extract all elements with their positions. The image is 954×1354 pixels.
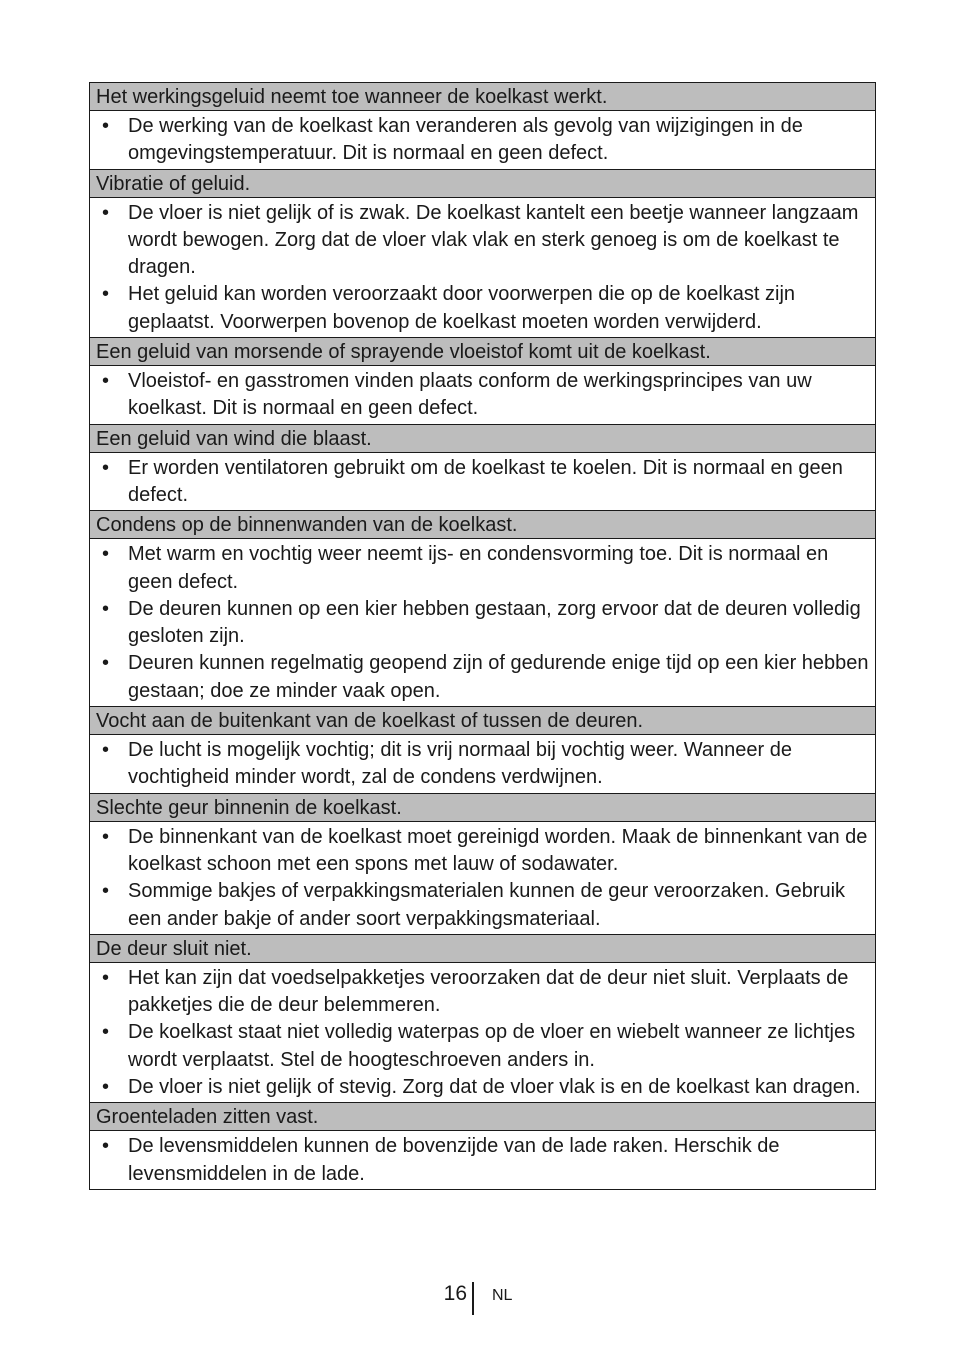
solution-item (96, 737, 869, 792)
bullet-icon: • (102, 456, 110, 479)
bullet-icon: • (102, 652, 110, 675)
solution-item (96, 113, 869, 168)
bullet-icon: • (102, 201, 110, 224)
solution-item (96, 650, 869, 705)
solution-item (96, 965, 869, 1020)
solution-text: Er worden ventilatoren gebruikt om de koelkast te koelen. Dit is normaal en geen defect. (128, 456, 843, 506)
issue-header: Groenteladen zitten vast. (90, 1103, 875, 1131)
issue-header: Slechte geur binnenin de koelkast. (90, 794, 875, 822)
solution-text: De koelkast staat niet volledig waterpas op de vloer en wiebelt wanneer ze lichtjes wordt verplaatst. Stel de hoogteschroeven anders in. (128, 1021, 856, 1071)
solution-item (96, 200, 869, 282)
issue-header: Condens op de binnenwanden van de koelkast. (90, 511, 875, 539)
solution-list (96, 737, 869, 792)
issue-solutions (90, 1131, 875, 1189)
issue-header: Vibratie of geluid. (90, 170, 875, 198)
solution-list (96, 368, 869, 423)
solution-text: De vloer is niet gelijk of stevig. Zorg dat de vloer vlak is en de koelkast kan dragen. (128, 1076, 861, 1099)
issue-header: Het werkingsgeluid neemt toe wanneer de koelkast werkt. (90, 83, 875, 111)
solution-text: Sommige bakjes of verpakkingsmaterialen kunnen de geur veroorzaken. Gebruik een ander bakje of ander soort verpakkingsmateriaal. (128, 880, 846, 930)
solution-list (96, 1133, 869, 1188)
solution-list (96, 200, 869, 336)
solution-item (96, 455, 869, 510)
solution-text: De binnenkant van de koelkast moet gereinigd worden. Maak de binnenkant van de koelkast schoon met een spons met lauw of sodawater. (128, 825, 868, 875)
solution-item (96, 878, 869, 933)
issue-solutions (90, 111, 875, 170)
issue-solutions (90, 366, 875, 425)
solution-text: Met warm en vochtig weer neemt ijs- en condensvorming toe. Dit is normaal en geen defect. (128, 543, 829, 593)
solution-text: Vloeistof- en gasstromen vinden plaats conform de werkingsprincipes van uw koelkast. Dit is normaal en geen defect. (128, 370, 812, 420)
issue-header: Een geluid van morsende of sprayende vloeistof komt uit de koelkast. (90, 338, 875, 366)
solution-list (96, 541, 869, 705)
solution-item (96, 1019, 869, 1074)
solution-item (96, 824, 869, 879)
issue-solutions (90, 453, 875, 512)
bullet-icon: • (102, 370, 110, 393)
solution-text: De lucht is mogelijk vochtig; dit is vrij normaal bij vochtig weer. Wanneer de vochtigheid minder wordt, zal de condens verdwijnen. (128, 739, 792, 789)
solution-list (96, 455, 869, 510)
bullet-icon: • (102, 283, 110, 306)
issue-header: De deur sluit niet. (90, 935, 875, 963)
issue-solutions (90, 735, 875, 794)
issue-solutions (90, 963, 875, 1103)
solution-text: De levensmiddelen kunnen de bovenzijde van de lade raken. Herschik de levensmiddelen in de lade. (128, 1135, 780, 1185)
bullet-icon: • (102, 115, 110, 137)
solution-text: Deuren kunnen regelmatig geopend zijn of gedurende enige tijd op een kier hebben gestaan; doe ze minder vaak open. (128, 652, 869, 702)
footer-divider (472, 1282, 474, 1315)
troubleshooting-table (89, 82, 876, 1190)
page-footer (0, 1280, 954, 1316)
solution-list (96, 824, 869, 933)
issue-solutions (90, 822, 875, 935)
solution-item (96, 368, 869, 423)
solution-text: De vloer is niet gelijk of is zwak. De koelkast kantelt een beetje wanneer langzaam wordt bewogen. Zorg dat de vloer vlak vlak en sterk genoeg is om de koelkast te dragen. (128, 201, 859, 279)
solution-text: De werking van de koelkast kan veranderen als gevolg van wijzigingen in de omgevingstemperatuur. Dit is normaal en geen defect. (128, 115, 803, 165)
bullet-icon: • (102, 1021, 110, 1044)
bullet-icon: • (102, 543, 110, 566)
solution-item (96, 596, 869, 651)
issue-header: Vocht aan de buitenkant van de koelkast of tussen de deuren. (90, 707, 875, 735)
bullet-icon: • (102, 1076, 110, 1099)
solution-item (96, 1074, 869, 1101)
bullet-icon: • (102, 825, 110, 848)
bullet-icon: • (102, 597, 110, 620)
solution-text: De deuren kunnen op een kier hebben gestaan, zorg ervoor dat de deuren volledig gesloten zijn. (128, 597, 861, 648)
issue-solutions (90, 198, 875, 338)
solution-text: Het kan zijn dat voedselpakketjes veroorzaken dat de deur niet sluit. Verplaats de pakketjes die de deur belemmeren. (128, 966, 849, 1017)
bullet-icon: • (102, 1135, 110, 1158)
solution-item (96, 281, 869, 336)
bullet-icon: • (102, 966, 110, 989)
language-code: NL (492, 1287, 513, 1304)
solution-text: Het geluid kan worden veroorzaakt door voorwerpen die op de koelkast zijn geplaatst. Voorwerpen bovenop de koelkast moeten worden verwijderd. (128, 283, 796, 333)
solution-list (96, 113, 869, 168)
issue-header: Een geluid van wind die blaast. (90, 425, 875, 453)
bullet-icon: • (102, 880, 110, 903)
solution-list (96, 965, 869, 1101)
issue-solutions (90, 539, 875, 707)
page-number: 16 (443, 1282, 467, 1305)
bullet-icon: • (102, 739, 110, 762)
solution-item (96, 1133, 869, 1188)
solution-item (96, 541, 869, 596)
